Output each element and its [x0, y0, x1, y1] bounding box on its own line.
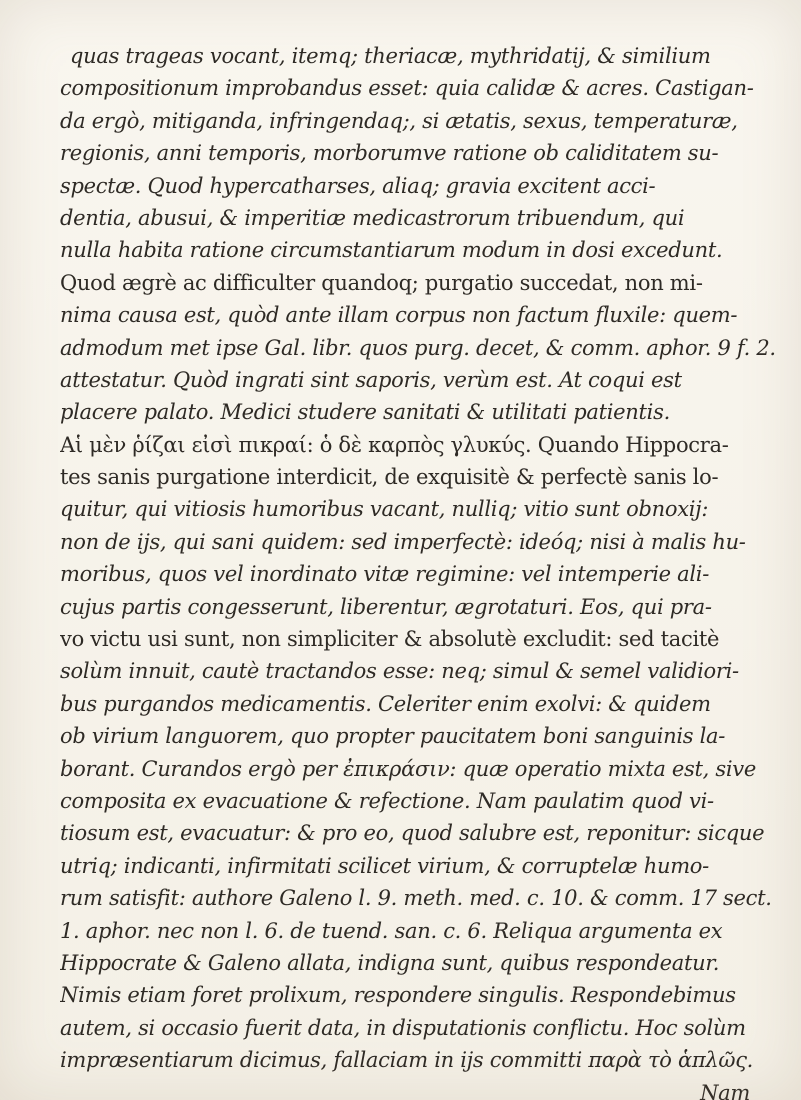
text-line-23: borant. Curandos ergò per ἐπικράσιν: quæ operatio mixta est, sive — [60, 756, 756, 781]
text-line-25: tiosum est, evacuatur: & pro eo, quod salubre est, reponitur: sicque — [60, 821, 765, 846]
text-line-32: impræsentiarum dicimus, fallaciam in ijs committi παρὰ τὸ ἁπλῶς. — [60, 1048, 754, 1073]
text-line-13: Αἱ μὲν ῥίζαι εἰσὶ πικραί: ὁ δὲ καρπὸς γλυκύς. Quando Hippocra- — [60, 432, 729, 457]
text-line-20: solùm innuit, cautè tractandos esse: neq; simul & semel validiori- — [60, 659, 739, 684]
text-line-4: regionis, anni temporis, morborumve ratione ob caliditatem su- — [60, 141, 719, 166]
text-line-9: nima causa est, quòd ante illam corpus non factum fluxile: quem- — [60, 303, 738, 328]
catchword: Nam — [700, 1080, 750, 1100]
text-line-17: moribus, quos vel inordinato vitæ regimine: vel intemperie ali- — [60, 562, 710, 587]
text-line-8: Quod ægrè ac difficulter quandoq; purgatio succedat, non mi- — [60, 270, 703, 295]
text-line-31: autem, si occasio fuerit data, in disputationis conflictu. Hoc solùm — [60, 1015, 746, 1040]
text-line-12: placere palato. Medici studere sanitati & utilitati patientis. — [60, 400, 670, 425]
text-line-28: 1. aphor. nec non l. 6. de tuend. san. c. 6. Reliqua argumenta ex — [60, 918, 723, 943]
text-line-27: rum satisfit: authore Galeno l. 9. meth. med. c. 10. & comm. 17 sect. — [60, 886, 772, 911]
text-line-22: ob virium languorem, quo propter paucitatem boni sanguinis la- — [60, 724, 726, 749]
text-line-3: da ergò, mitiganda, infringendaq;, si ætatis, sexus, temperaturæ, — [60, 108, 738, 133]
text-line-5: spectæ. Quod hypercatharses, aliaq; gravia excitent acci- — [60, 173, 656, 198]
page-text — [60, 40, 790, 1100]
text-line-29: Hippocrate & Galeno allata, indigna sunt, quibus respondeatur. — [60, 950, 720, 975]
text-line-7: nulla habita ratione circumstantiarum modum in dosi excedunt. — [60, 238, 723, 263]
text-line-11: attestatur. Quòd ingrati sint saporis, verùm est. At coqui est — [60, 367, 682, 392]
text-line-21: bus purgandos medicamentis. Celeriter enim exolvi: & quidem — [60, 691, 711, 716]
text-line-15: quitur, qui vitiosis humoribus vacant, nulliq; vitio sunt obnoxij: — [60, 497, 709, 522]
text-line-19: vo victu usi sunt, non simpliciter & absolutè excludit: sed tacitè — [60, 627, 720, 652]
text-line-16: non de ijs, qui sani quidem: sed imperfectè: ideóq; nisi à malis hu- — [60, 529, 746, 554]
text-line-30: Nimis etiam foret prolixum, respondere singulis. Respondebimus — [60, 983, 736, 1008]
text-line-1: quas trageas vocant, itemq; theriacæ, mythridatij, & similium — [70, 44, 711, 68]
text-line-6: dentia, abusui, & imperitiæ medicastrorum tribuendum, qui — [60, 205, 685, 230]
text-line-18: cujus partis congesserunt, liberentur, ægrotaturi. Eos, qui pra- — [60, 594, 712, 619]
text-line-14: tes sanis purgatione interdicit, de exquisitè & perfectè sanis lo- — [60, 465, 719, 490]
text-line-2: compositionum improbandus esset: quia calidæ & acres. Castigan- — [60, 76, 754, 101]
text-line-24: composita ex evacuatione & refectione. Nam paulatim quod vi- — [60, 788, 714, 813]
text-line-10: admodum met ipse Gal. libr. quos purg. decet, & comm. aphor. 9 f. 2. — [60, 335, 776, 360]
text-line-26: utriq; indicanti, infirmitati scilicet virium, & corruptelæ humo- — [60, 853, 709, 878]
